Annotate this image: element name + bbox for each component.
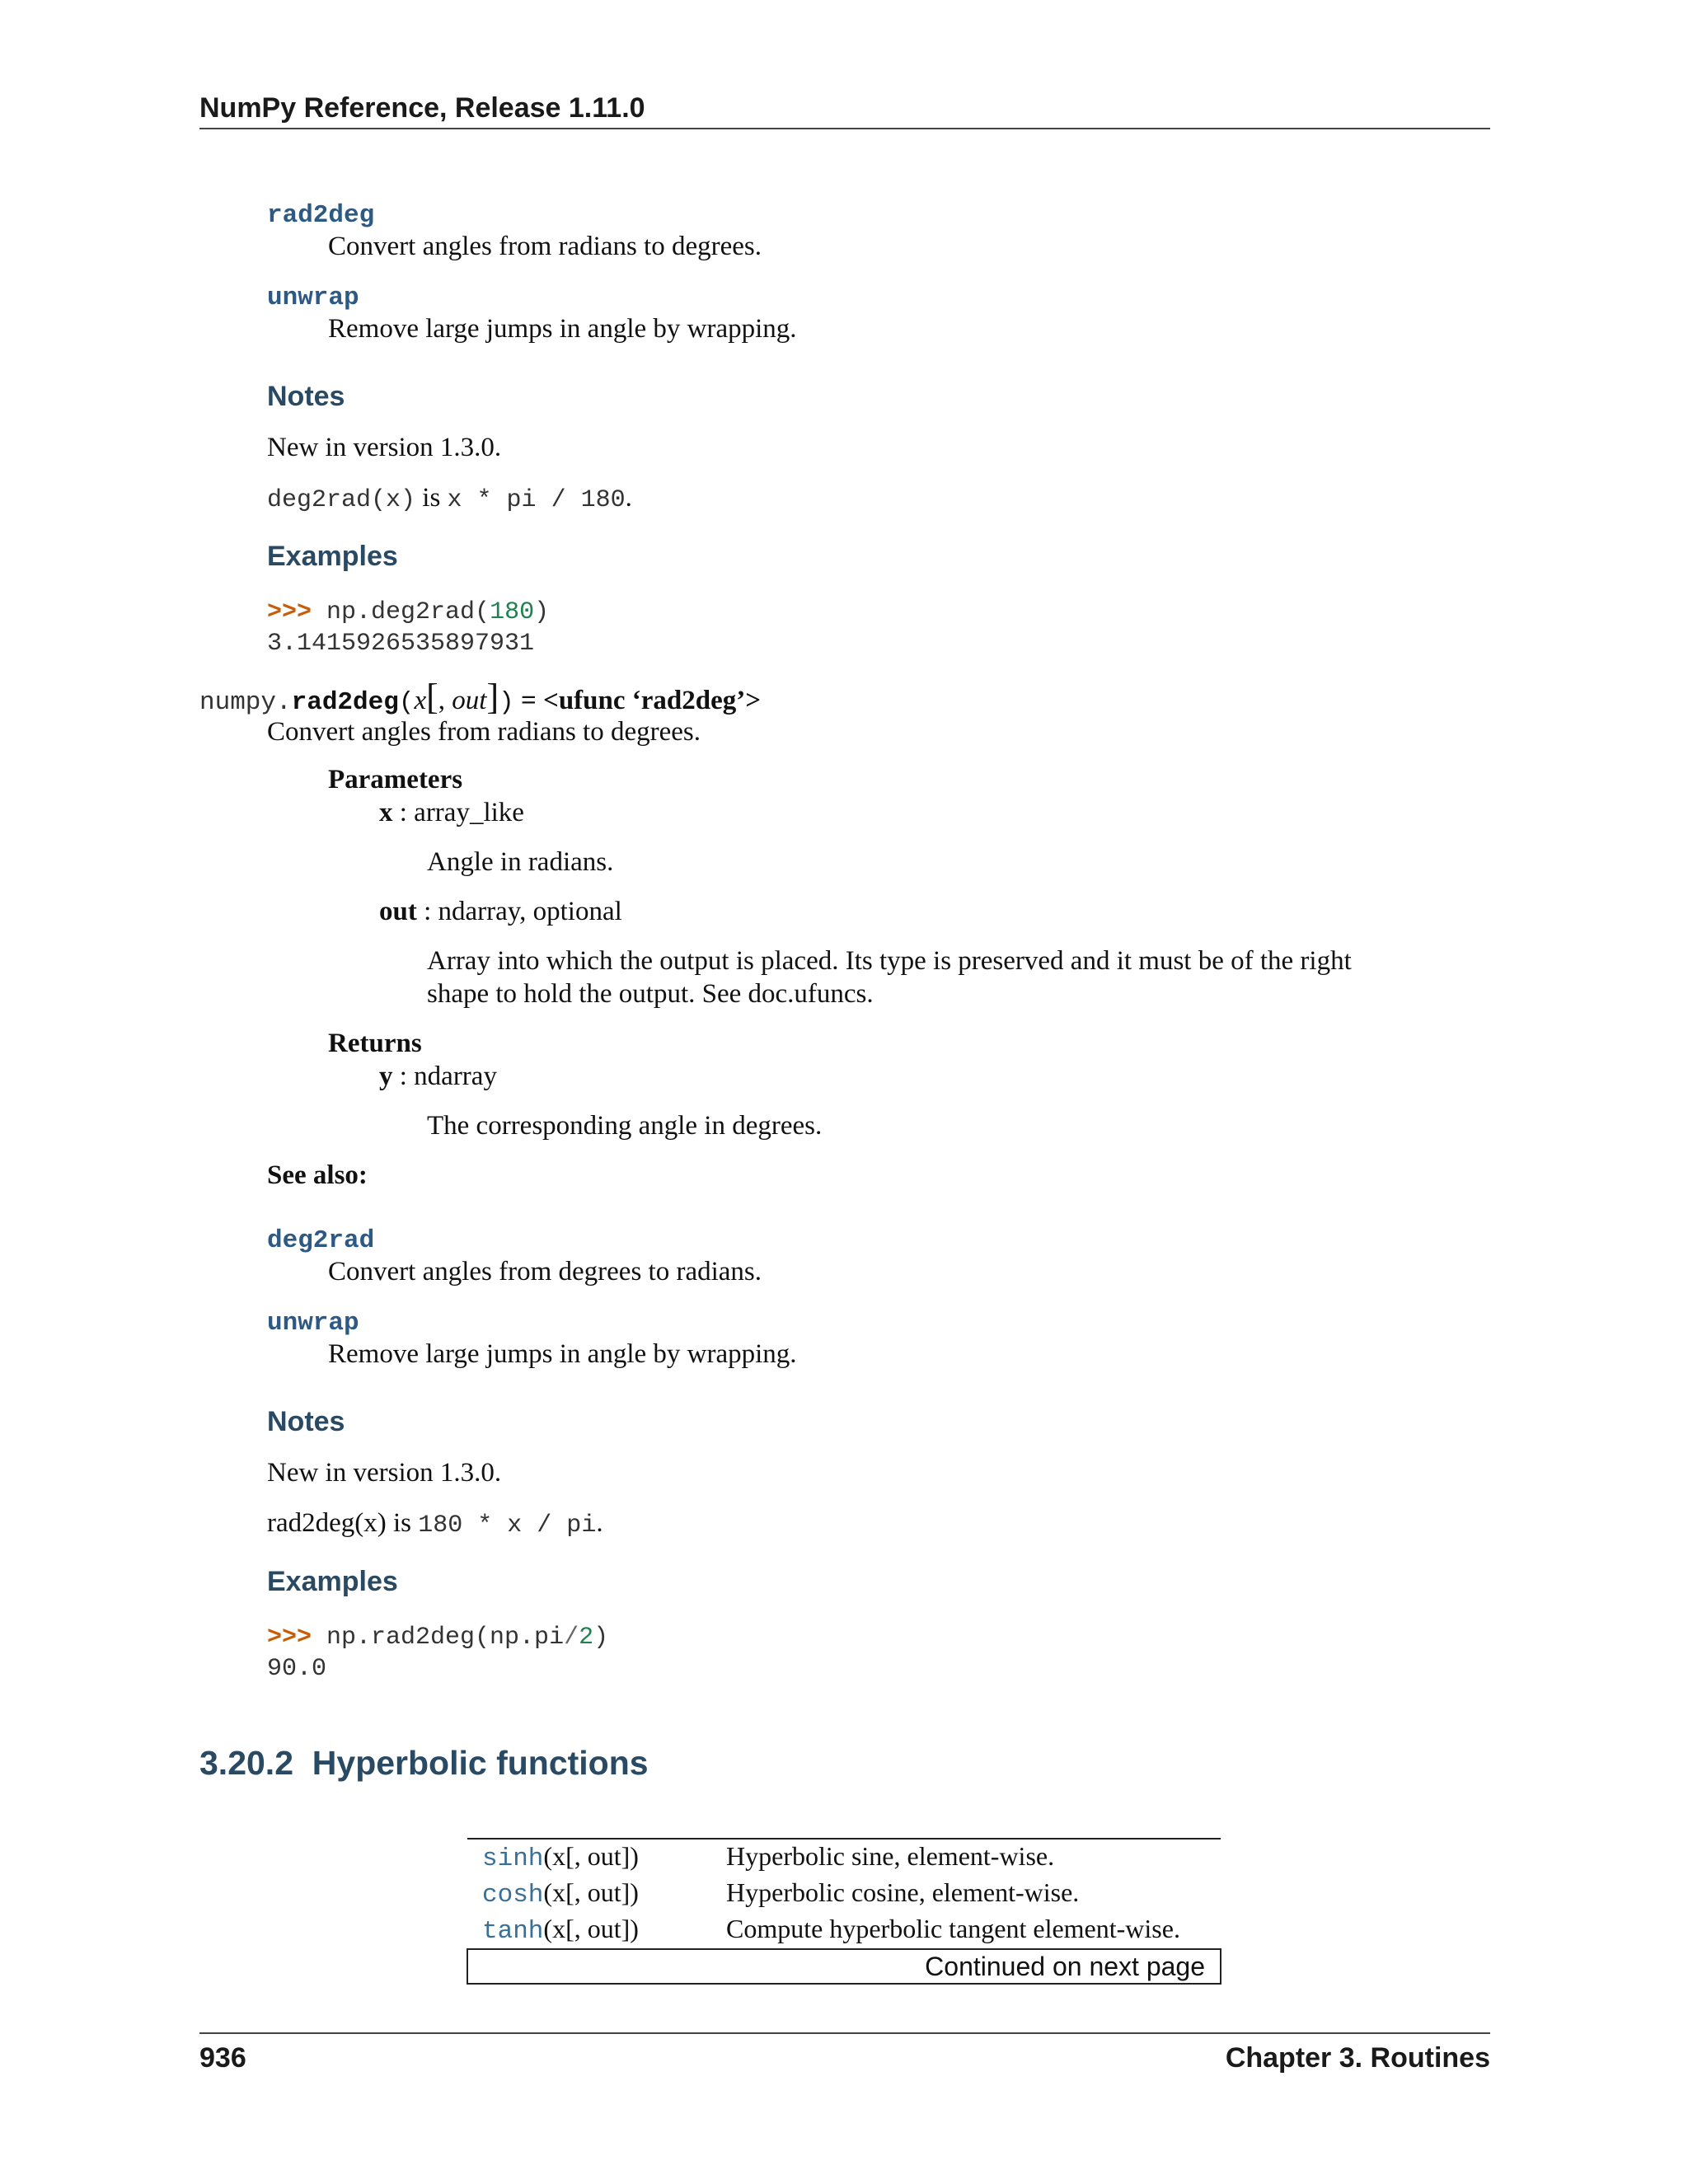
see-also-link-unwrap[interactable]: unwrap xyxy=(267,1309,359,1338)
see-also-desc: Convert angles from degrees to radians. xyxy=(328,1257,762,1286)
formula-is: is xyxy=(415,483,448,513)
see-also-desc: Convert angles from radians to degrees. xyxy=(328,232,762,261)
return-name: y xyxy=(379,1062,393,1091)
sig-lbracket: [ xyxy=(426,677,438,717)
notes-formula xyxy=(267,481,632,517)
param-x xyxy=(379,796,524,829)
chapter-label: Chapter 3. Routines xyxy=(1225,2042,1490,2074)
example-input xyxy=(267,597,549,628)
notes-version: New in version 1.3.0. xyxy=(267,433,502,462)
sig-annotation: = <ufunc ‘rad2deg’> xyxy=(513,686,762,715)
see-also-item-deg2rad xyxy=(267,1226,762,1288)
function-args: (x[, out]) xyxy=(543,1841,639,1871)
formula-end: . xyxy=(596,1508,603,1538)
table-row xyxy=(467,1876,1221,1912)
example-output: 90.0 xyxy=(267,1655,327,1683)
table-row xyxy=(467,1839,1221,1876)
code-pre: np.deg2rad( xyxy=(312,598,490,626)
function-link-tanh[interactable]: tanh xyxy=(482,1917,544,1946)
prompt: >>> xyxy=(267,1624,312,1652)
see-also-link-rad2deg[interactable]: rad2deg xyxy=(267,201,375,230)
sig-comma: , xyxy=(438,686,452,715)
function-cell xyxy=(467,1876,711,1912)
section-heading xyxy=(199,1744,649,1783)
formula-expr: 180 * x / pi xyxy=(418,1511,597,1540)
code-num: 180 xyxy=(490,598,535,626)
see-also-item-rad2deg xyxy=(267,201,762,263)
param-out xyxy=(379,895,622,928)
section-title: Hyperbolic functions xyxy=(312,1744,649,1782)
param-name: x xyxy=(379,798,393,827)
code-post: ) xyxy=(534,598,550,626)
sig-close: ) xyxy=(499,688,514,717)
see-also-desc: Remove large jumps in angle by wrapping. xyxy=(328,314,797,344)
example-block xyxy=(267,1622,608,1685)
section-number: 3.20.2 xyxy=(199,1744,293,1782)
example-input xyxy=(267,1622,608,1653)
see-also-item-unwrap xyxy=(267,1309,797,1371)
sig-open: ( xyxy=(398,688,415,717)
return-y xyxy=(379,1060,497,1093)
see-also-label: See also: xyxy=(267,1160,368,1190)
formula-end: . xyxy=(625,483,632,513)
function-args: (x[, out]) xyxy=(543,1877,639,1907)
description-cell: Compute hyperbolic tangent element-wise. xyxy=(726,1914,1180,1943)
running-footer xyxy=(199,2032,1490,2074)
notes-heading: Notes xyxy=(267,1406,345,1437)
formula-expr: x * pi / 180 xyxy=(447,486,626,514)
returns-label: Returns xyxy=(328,1029,422,1058)
return-type: : ndarray xyxy=(392,1062,497,1091)
example-block xyxy=(267,597,549,659)
examples-heading: Examples xyxy=(267,1566,398,1597)
description-cell: Hyperbolic sine, element-wise. xyxy=(726,1841,1055,1871)
function-link-cosh[interactable]: cosh xyxy=(482,1881,544,1910)
desc-line: shape to hold the output. See doc.ufuncs. xyxy=(427,979,874,1009)
notes-heading: Notes xyxy=(267,381,345,412)
param-out-desc xyxy=(427,944,1352,1010)
see-also-item-unwrap xyxy=(267,284,797,345)
param-type: : array_like xyxy=(392,798,524,827)
sig-x: x xyxy=(414,686,427,715)
formula-code: deg2rad(x) xyxy=(267,486,416,514)
code-op: / xyxy=(564,1624,579,1652)
description-cell: Hyperbolic cosine, element-wise. xyxy=(726,1877,1080,1907)
notes-version: New in version 1.3.0. xyxy=(267,1458,502,1488)
see-also-link-deg2rad[interactable]: deg2rad xyxy=(267,1226,375,1255)
code-post: ) xyxy=(593,1624,609,1652)
code-num: 2 xyxy=(579,1624,594,1652)
see-also-link-unwrap[interactable]: unwrap xyxy=(267,284,359,312)
examples-heading: Examples xyxy=(267,541,398,572)
function-summary: Convert angles from radians to degrees. xyxy=(267,717,701,747)
function-signature xyxy=(199,676,761,718)
table-row xyxy=(467,1912,1221,1949)
example-output: 3.1415926535897931 xyxy=(267,630,535,658)
return-y-desc: The corresponding angle in degrees. xyxy=(427,1111,823,1141)
hyperbolic-functions-table xyxy=(467,1838,1221,1985)
code-pre: np.rad2deg(np.pi xyxy=(312,1624,565,1652)
param-type: : ndarray, optional xyxy=(416,897,622,926)
function-cell xyxy=(467,1912,711,1949)
formula-text: rad2deg(x) is xyxy=(267,1508,419,1538)
see-also-desc: Remove large jumps in angle by wrapping. xyxy=(328,1339,797,1369)
parameters-label: Parameters xyxy=(328,765,463,794)
header-title: NumPy Reference, Release 1.11.0 xyxy=(199,92,645,124)
function-link-sinh[interactable]: sinh xyxy=(482,1844,544,1873)
param-name: out xyxy=(379,897,417,926)
desc-line: Array into which the output is placed. Its type is preserved and it must be of the right xyxy=(427,946,1352,976)
sig-out: out xyxy=(452,686,487,715)
continued-note: Continued on next page xyxy=(467,1949,1221,1984)
sig-module: numpy. xyxy=(199,688,292,717)
function-cell xyxy=(467,1839,711,1876)
page-number: 936 xyxy=(199,2042,246,2074)
prompt: >>> xyxy=(267,598,312,626)
running-header xyxy=(199,92,1490,129)
param-x-desc: Angle in radians. xyxy=(427,847,614,877)
sig-rbracket: ] xyxy=(486,677,499,717)
continued-row xyxy=(467,1949,1221,1984)
function-args: (x[, out]) xyxy=(543,1914,639,1943)
notes-formula xyxy=(267,1507,603,1542)
sig-name: rad2deg xyxy=(291,688,399,717)
